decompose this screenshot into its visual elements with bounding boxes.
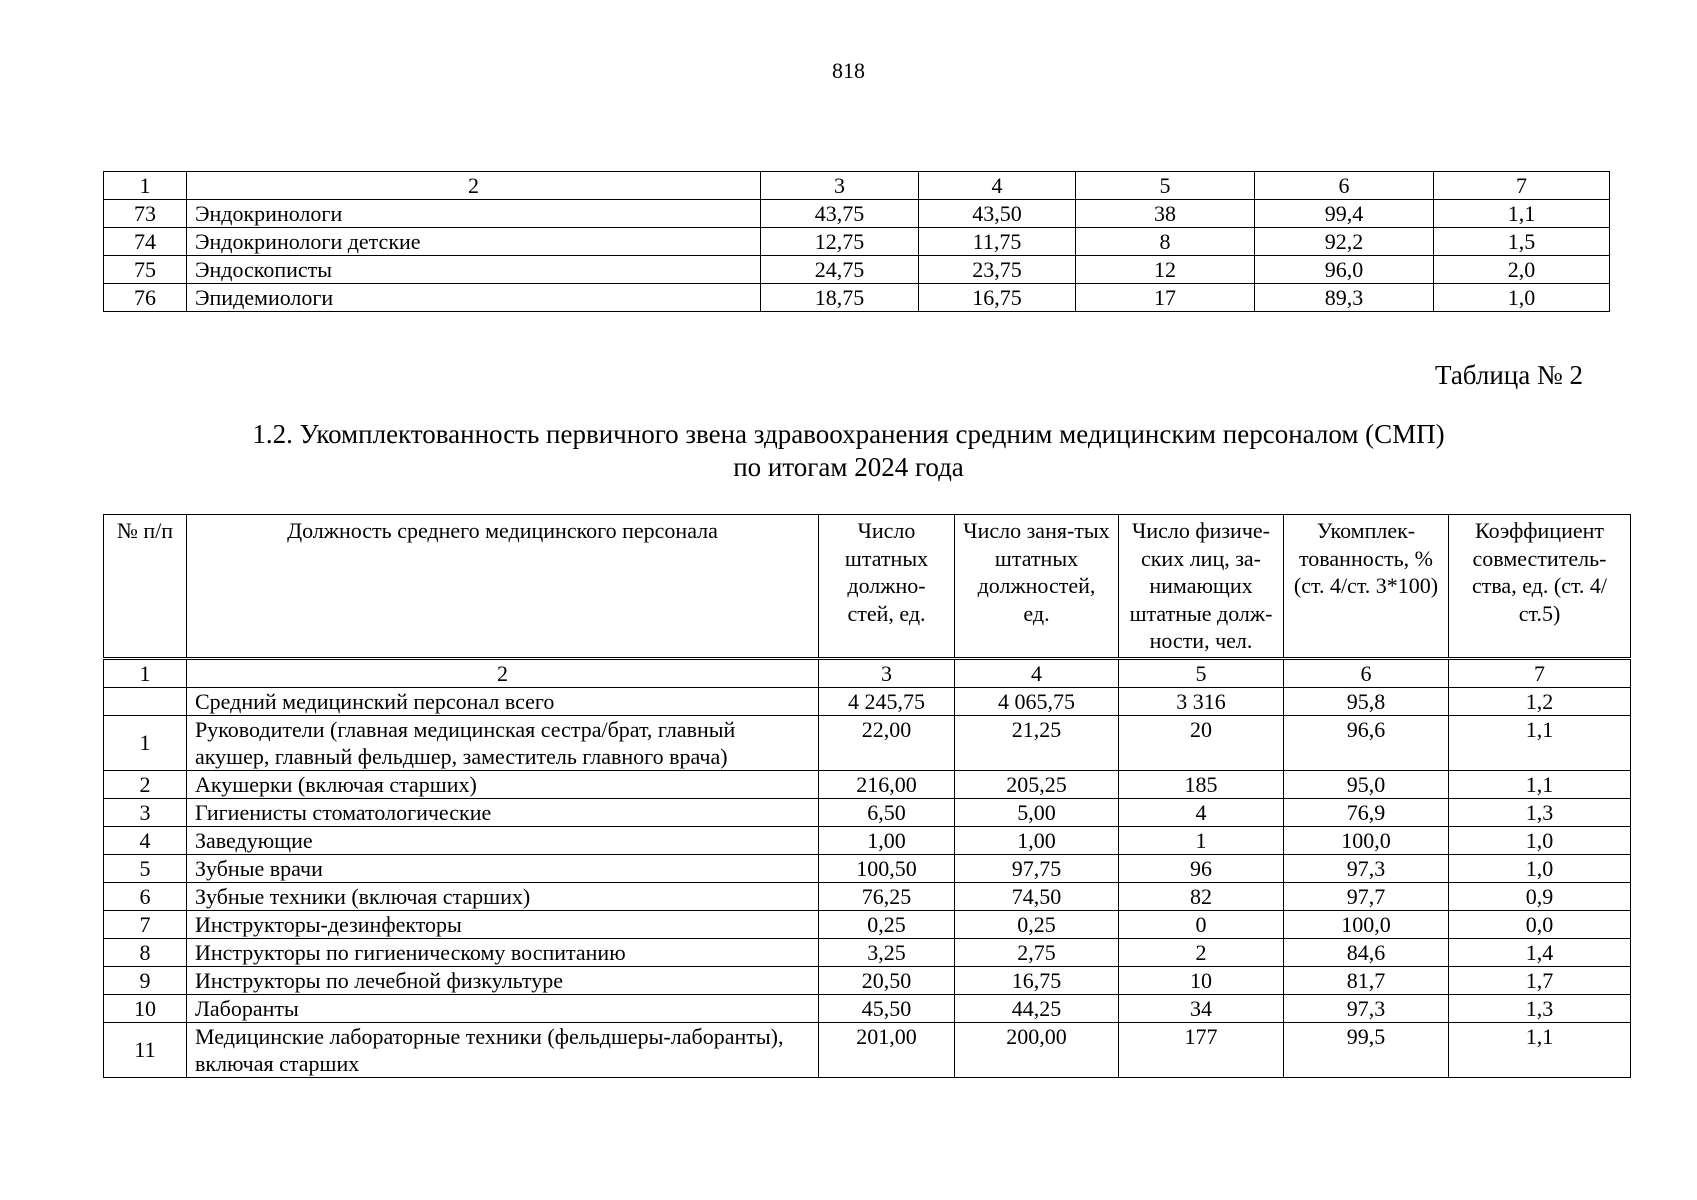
value-cell: 4	[919, 172, 1076, 200]
value-cell: 7	[1449, 658, 1631, 687]
table-row	[104, 715, 1631, 770]
position-cell: 2	[187, 658, 819, 687]
value-cell: 201,00	[819, 1022, 955, 1077]
value-cell: 4 065,75	[955, 687, 1119, 715]
value-cell: 12	[1076, 256, 1255, 284]
value-cell: 81,7	[1284, 966, 1449, 994]
position-cell: Инструкторы по лечебной физкультуре	[187, 966, 819, 994]
value-cell: 9	[104, 966, 187, 994]
column-numbers-row	[104, 172, 1610, 200]
value-cell: 5	[1119, 658, 1284, 687]
value-cell: 75	[104, 256, 187, 284]
value-cell: 1,1	[1449, 770, 1631, 798]
value-cell: 1,3	[1449, 798, 1631, 826]
value-cell: 0,9	[1449, 882, 1631, 910]
value-cell: 97,75	[955, 854, 1119, 882]
value-cell: 16,75	[919, 284, 1076, 312]
value-cell: 7	[104, 910, 187, 938]
value-cell: 82	[1119, 882, 1284, 910]
table-number-label: Таблица № 2	[1435, 360, 1583, 390]
value-cell: 84,6	[1284, 938, 1449, 966]
value-cell: 11,75	[919, 228, 1076, 256]
value-cell: 200,00	[955, 1022, 1119, 1077]
value-cell: 20,50	[819, 966, 955, 994]
value-cell: 1,0	[1449, 826, 1631, 854]
column-header: Число физиче-ских лиц, за-нимающих штатные долж-ности, чел.	[1119, 515, 1284, 659]
table-row	[104, 284, 1610, 312]
value-cell: 1	[104, 658, 187, 687]
value-cell: 6	[1284, 658, 1449, 687]
value-cell: 0,25	[819, 910, 955, 938]
value-cell: 18,75	[761, 284, 919, 312]
value-cell: 6	[1255, 172, 1434, 200]
position-cell: 2	[187, 172, 761, 200]
value-cell: 2	[104, 770, 187, 798]
column-header: Коэффициент совместитель-ства, ед. (ст. 4/ст.5)	[1449, 515, 1631, 659]
value-cell: 5	[1076, 172, 1255, 200]
value-cell: 2	[1119, 938, 1284, 966]
page-number: 818	[832, 58, 865, 83]
value-cell: 76,9	[1284, 798, 1449, 826]
table-row	[104, 910, 1631, 938]
value-cell: 23,75	[919, 256, 1076, 284]
value-cell: 6,50	[819, 798, 955, 826]
value-cell: 205,25	[955, 770, 1119, 798]
table-row	[104, 882, 1631, 910]
value-cell: 100,0	[1284, 910, 1449, 938]
value-cell: 1,00	[819, 826, 955, 854]
value-cell: 177	[1119, 1022, 1284, 1077]
position-cell: Медицинские лабораторные техники (фельдшеры-лаборанты), включая старших	[187, 1022, 819, 1077]
value-cell: 16,75	[955, 966, 1119, 994]
value-cell: 5,00	[955, 798, 1119, 826]
table-row	[104, 826, 1631, 854]
position-cell: Средний медицинский персонал всего	[187, 687, 819, 715]
value-cell: 1,0	[1434, 284, 1610, 312]
value-cell: 4	[955, 658, 1119, 687]
table-row	[104, 966, 1631, 994]
value-cell: 92,2	[1255, 228, 1434, 256]
table-row	[104, 228, 1610, 256]
value-cell: 216,00	[819, 770, 955, 798]
value-cell: 96,6	[1284, 715, 1449, 770]
value-cell: 10	[104, 994, 187, 1022]
value-cell: 76	[104, 284, 187, 312]
value-cell: 44,25	[955, 994, 1119, 1022]
value-cell: 97,7	[1284, 882, 1449, 910]
value-cell: 3	[819, 658, 955, 687]
value-cell: 1,7	[1449, 966, 1631, 994]
position-cell: Инструкторы по гигиеническому воспитанию	[187, 938, 819, 966]
value-cell: 10	[1119, 966, 1284, 994]
position-cell: Зубные врачи	[187, 854, 819, 882]
value-cell: 1,4	[1449, 938, 1631, 966]
table-row	[104, 1022, 1631, 1077]
value-cell: 6	[104, 882, 187, 910]
table-title-line-1: 1.2. Укомплектованность первичного звена здравоохранения средним медицинским персоналом (СМП)	[252, 419, 1445, 449]
table-row	[104, 770, 1631, 798]
value-cell: 1,0	[1449, 854, 1631, 882]
value-cell: 12,75	[761, 228, 919, 256]
value-cell: 1	[1119, 826, 1284, 854]
value-cell: 1,3	[1449, 994, 1631, 1022]
column-header: Число заня-тых штатных должностей, ед.	[955, 515, 1119, 659]
table-row	[104, 938, 1631, 966]
value-cell: 100,0	[1284, 826, 1449, 854]
value-cell: 96	[1119, 854, 1284, 882]
value-cell: 21,25	[955, 715, 1119, 770]
value-cell: 99,5	[1284, 1022, 1449, 1077]
value-cell: 89,3	[1255, 284, 1434, 312]
value-cell: 1	[104, 172, 187, 200]
value-cell: 8	[1076, 228, 1255, 256]
staffing-table-continuation	[103, 171, 1610, 312]
column-numbers-row	[104, 658, 1631, 687]
value-cell: 100,50	[819, 854, 955, 882]
value-cell: 24,75	[761, 256, 919, 284]
value-cell: 22,00	[819, 715, 955, 770]
value-cell: 95,8	[1284, 687, 1449, 715]
table-row	[104, 994, 1631, 1022]
value-cell: 20	[1119, 715, 1284, 770]
value-cell: 74	[104, 228, 187, 256]
column-header: № п/п	[104, 515, 187, 659]
value-cell: 5	[104, 854, 187, 882]
value-cell: 97,3	[1284, 994, 1449, 1022]
value-cell: 2,0	[1434, 256, 1610, 284]
value-cell: 4	[104, 826, 187, 854]
value-cell: 43,50	[919, 200, 1076, 228]
value-cell: 99,4	[1255, 200, 1434, 228]
value-cell: 3 316	[1119, 687, 1284, 715]
value-cell: 0,25	[955, 910, 1119, 938]
value-cell: 45,50	[819, 994, 955, 1022]
value-cell: 8	[104, 938, 187, 966]
position-cell: Инструкторы-дезинфекторы	[187, 910, 819, 938]
position-cell: Руководители (главная медицинская сестра/брат, главный акушер, главный фельдшер, заместитель главного врача)	[187, 715, 819, 770]
value-cell: 96,0	[1255, 256, 1434, 284]
position-cell: Эндокринологи детские	[187, 228, 761, 256]
table-row	[104, 798, 1631, 826]
value-cell: 4	[1119, 798, 1284, 826]
position-cell: Лаборанты	[187, 994, 819, 1022]
value-cell: 3	[104, 798, 187, 826]
value-cell: 3	[761, 172, 919, 200]
table-row	[104, 687, 1631, 715]
position-cell: Акушерки (включая старших)	[187, 770, 819, 798]
value-cell: 38	[1076, 200, 1255, 228]
value-cell: 97,3	[1284, 854, 1449, 882]
position-cell: Заведующие	[187, 826, 819, 854]
value-cell: 17	[1076, 284, 1255, 312]
value-cell: 3,25	[819, 938, 955, 966]
column-header: Число штатных должно-стей, ед.	[819, 515, 955, 659]
table-title	[0, 418, 1697, 484]
value-cell: 11	[104, 1022, 187, 1077]
table-row	[104, 200, 1610, 228]
value-cell: 43,75	[761, 200, 919, 228]
column-header: Укомплек-тованность, % (ст. 4/ст. 3*100)	[1284, 515, 1449, 659]
value-cell: 1,00	[955, 826, 1119, 854]
value-cell: 2,75	[955, 938, 1119, 966]
position-cell: Эндоскописты	[187, 256, 761, 284]
value-cell: 185	[1119, 770, 1284, 798]
table-row	[104, 256, 1610, 284]
position-cell: Гигиенисты стоматологические	[187, 798, 819, 826]
value-cell: 73	[104, 200, 187, 228]
column-header: Должность среднего медицинского персонала	[187, 515, 819, 659]
position-cell: Зубные техники (включая старших)	[187, 882, 819, 910]
value-cell: 76,25	[819, 882, 955, 910]
value-cell: 1,5	[1434, 228, 1610, 256]
value-cell: 34	[1119, 994, 1284, 1022]
table-row	[104, 854, 1631, 882]
value-cell: 74,50	[955, 882, 1119, 910]
value-cell: 0,0	[1449, 910, 1631, 938]
value-cell: 0	[1119, 910, 1284, 938]
position-cell: Эпидемиологи	[187, 284, 761, 312]
value-cell: 1	[104, 715, 187, 770]
value-cell: 4 245,75	[819, 687, 955, 715]
position-cell: Эндокринологи	[187, 200, 761, 228]
table-title-line-2: по итогам 2024 года	[733, 452, 964, 482]
header-row	[104, 515, 1631, 659]
value-cell: 1,1	[1449, 1022, 1631, 1077]
value-cell: 95,0	[1284, 770, 1449, 798]
staffing-table-smp	[103, 514, 1631, 1078]
value-cell: 1,1	[1449, 715, 1631, 770]
value-cell: 7	[1434, 172, 1610, 200]
value-cell: 1,1	[1434, 200, 1610, 228]
value-cell: 1,2	[1449, 687, 1631, 715]
value-cell	[104, 687, 187, 715]
